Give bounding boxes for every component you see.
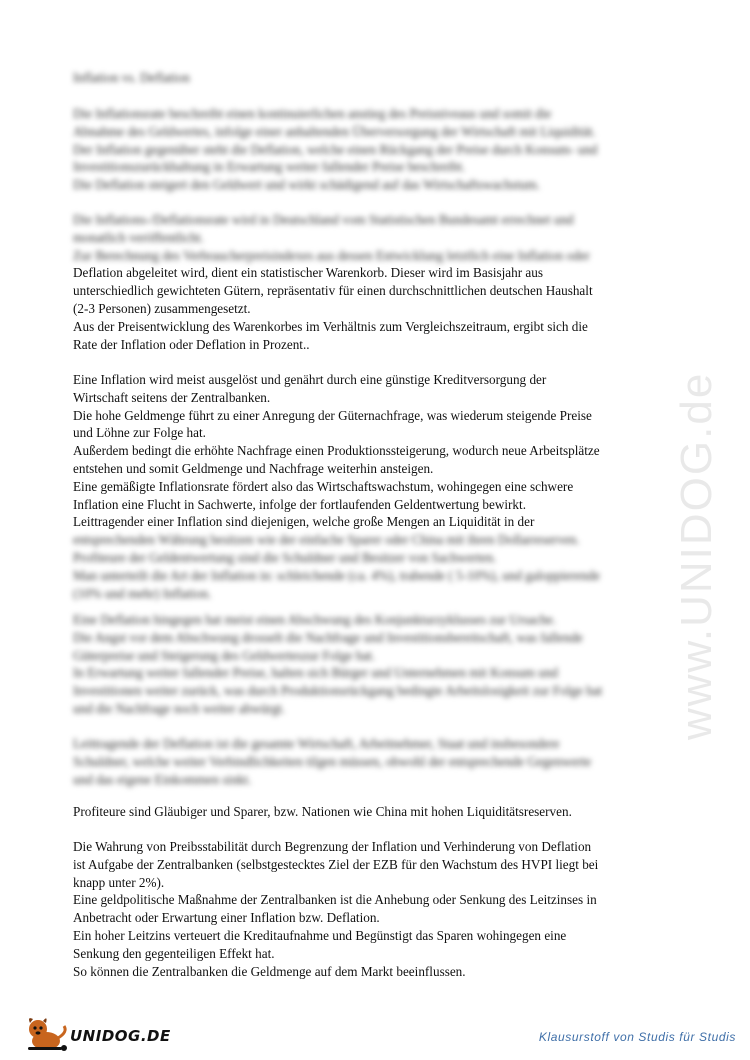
text-line: (10% und mehr) Inflation. — [73, 585, 212, 601]
text-line: Investitionen weiter zurück, was durch Produktionsrückgang bedingte Arbeitslosigkeit zur Folge hat — [73, 683, 603, 699]
watermark-text: www.UNIDOG.de — [672, 371, 721, 740]
paragraph-2 — [73, 211, 683, 353]
document-title — [73, 69, 683, 87]
text-line: Rate der Inflation oder Deflation in Prozent.. — [73, 336, 310, 352]
text-line: (2-3 Personen) zusammengesetzt. — [73, 300, 251, 316]
text-line: unterschiedlich gewichteten Gütern, repräsentativ für einen durchschnittlichen deutschen Haushalt — [73, 283, 593, 299]
text-line: Eine Deflation hingegen hat meist einen Abschwung des Konjunkturzyklusses zur Ursache. — [73, 612, 557, 627]
text-line: Eine Inflation wird meist ausgelöst und genährt durch eine günstige Kreditversorgung der — [73, 372, 547, 387]
text-line: Profiteure sind Gläubiger und Sparer, bzw. Nationen wie China mit hohen Liquiditätsreserven. — [73, 804, 572, 819]
text-line: So können die Zentralbanken die Geldmenge auf dem Markt beeinflussen. — [73, 963, 466, 979]
text-line: entsprechenden Währung besitzen wie der einfache Sparer oder China mit ihren Dollarreserven. — [73, 532, 580, 548]
text-line: und Löhne zur Folge hat. — [73, 425, 206, 441]
text-line: Die Angst vor dem Abschwung drosselt die Nachfrage und Investitionsbereitschaft, was fallende — [73, 629, 583, 645]
text-line: In Erwartung weiter fallender Preise, halten sich Bürger und Unternehmen mit Konsum und — [73, 665, 559, 681]
dog-mascot-icon — [24, 1014, 70, 1054]
text-line: monatlich veröffentlicht. — [73, 229, 204, 245]
logo-text: UNIDOG.DE — [70, 1027, 171, 1045]
paragraph-3 — [73, 371, 683, 602]
text-line: Eine gemäßigte Inflationsrate fördert also das Wirtschaftswachstum, wohingegen eine schwere — [73, 478, 574, 494]
paragraph-4 — [73, 611, 683, 718]
footer-tagline: Klausurstoff von Studis für Studis — [538, 1030, 736, 1044]
text-line: Außerdem bedingt die erhöhte Nachfrage einen Produktionssteigerung, wodurch neue Arbeitsplätze — [73, 443, 600, 459]
text-line: Wirtschaft seitens der Zentralbanken. — [73, 389, 271, 405]
text-line: Anbetracht oder Erwartung einer Inflation bzw. Deflation. — [73, 910, 380, 926]
text-line: Schuldner, welche weiter Verbindlichkeiten tilgen müssen, obwohl der entsprechende Gegenwerte — [73, 753, 592, 769]
text-line: Man unterteilt die Art der Inflation in: schleichende (ca. 4%), trabende ( 5-10%), und galoppierende — [73, 567, 600, 583]
text-line: und die Nachfrage noch weiter abwürgt. — [73, 700, 286, 716]
text-line: Zur Berechnung des Verbraucherpreisindexes aus dessen Entwicklung letztlich eine Inflation oder — [73, 247, 590, 263]
text-line: Abnahme des Geldwertes, infolge einer anhaltenden Überversorgung der Wirtschaft mit Liquidität. — [73, 123, 596, 139]
text-line: Die Inflations-/Deflationsrate wird in Deutschland vom Statistischen Bundesamt errechnet und — [73, 212, 574, 227]
text-line: entstehen und somit Geldmenge und Nachfrage weiterhin ansteigen. — [73, 460, 434, 476]
text-line: Investitionszurückhaltung in Erwartung weiter fallender Preise beschreibt. — [73, 159, 466, 175]
text-line: Die Wahrung von Preibsstabilität durch Begrenzung der Inflation und Verhinderung von Deflation — [73, 839, 592, 854]
text-line: ist Aufgabe der Zentralbanken (selbstgestecktes Ziel der EZB für den Wachstum des HVPI liegt bei — [73, 856, 599, 872]
text-line: Aus der Preisentwicklung des Warenkorbes im Verhältnis zum Vergleichszeitraum, ergibt sich die — [73, 318, 588, 334]
text-line: knapp unter 2%). — [73, 874, 165, 890]
text-line: Profiteure der Geldentwertung sind die Schuldner und Besitzer von Sachwerten. — [73, 549, 497, 565]
text-line: Senkung den gegenteiligen Effekt hat. — [73, 945, 275, 961]
paragraph-5 — [73, 735, 683, 788]
title-line: Inflation vs. Deflation — [73, 70, 190, 85]
text-line: Leittragende der Deflation ist die gesamte Wirtschaft, Arbeitnehmer, Staat und insbesondere — [73, 736, 560, 751]
text-line: Die hohe Geldmenge führt zu einer Anregung der Güternachfrage, was wiederum steigende Preise — [73, 407, 592, 423]
text-line: Ein hoher Leitzins verteuert die Kreditaufnahme und Begünstigt das Sparen wohingegen eine — [73, 927, 567, 943]
paragraph-7 — [73, 838, 683, 980]
unidog-logo — [24, 1014, 184, 1054]
text-line: Inflation eine Flucht in Sachwerte, infolge der fortlaufenden Geldentwertung bewirkt. — [73, 496, 526, 512]
text-line: Die Deflation steigert den Geldwert und wirkt schädigend auf das Wirtschaftswachstum. — [73, 177, 540, 193]
paragraph-1 — [73, 105, 683, 194]
text-line: Der Inflation gegenüber steht die Deflation, welche einen Rückgang der Preise durch Konsum- und — [73, 141, 598, 157]
paragraph-6 — [73, 803, 683, 821]
text-line: Leittragender einer Inflation sind diejenigen, welche große Mengen an Liquidität in der — [73, 514, 535, 530]
text-line: Die Inflationsrate beschreibt einen kontinuierlichen anstieg des Preisniveaus und somit die — [73, 106, 552, 121]
text-line: Eine geldpolitische Maßnahme der Zentralbanken ist die Anhebung oder Senkung des Leitzinses in — [73, 892, 597, 908]
text-line: und das eigene Einkommen sinkt. — [73, 771, 252, 787]
text-line: Güterpreise und Steigerung des Geldwerteszur Folge hat. — [73, 647, 376, 663]
text-line: Deflation abgeleitet wird, dient ein statistischer Warenkorb. Dieser wird im Basisjahr aus — [73, 265, 544, 281]
